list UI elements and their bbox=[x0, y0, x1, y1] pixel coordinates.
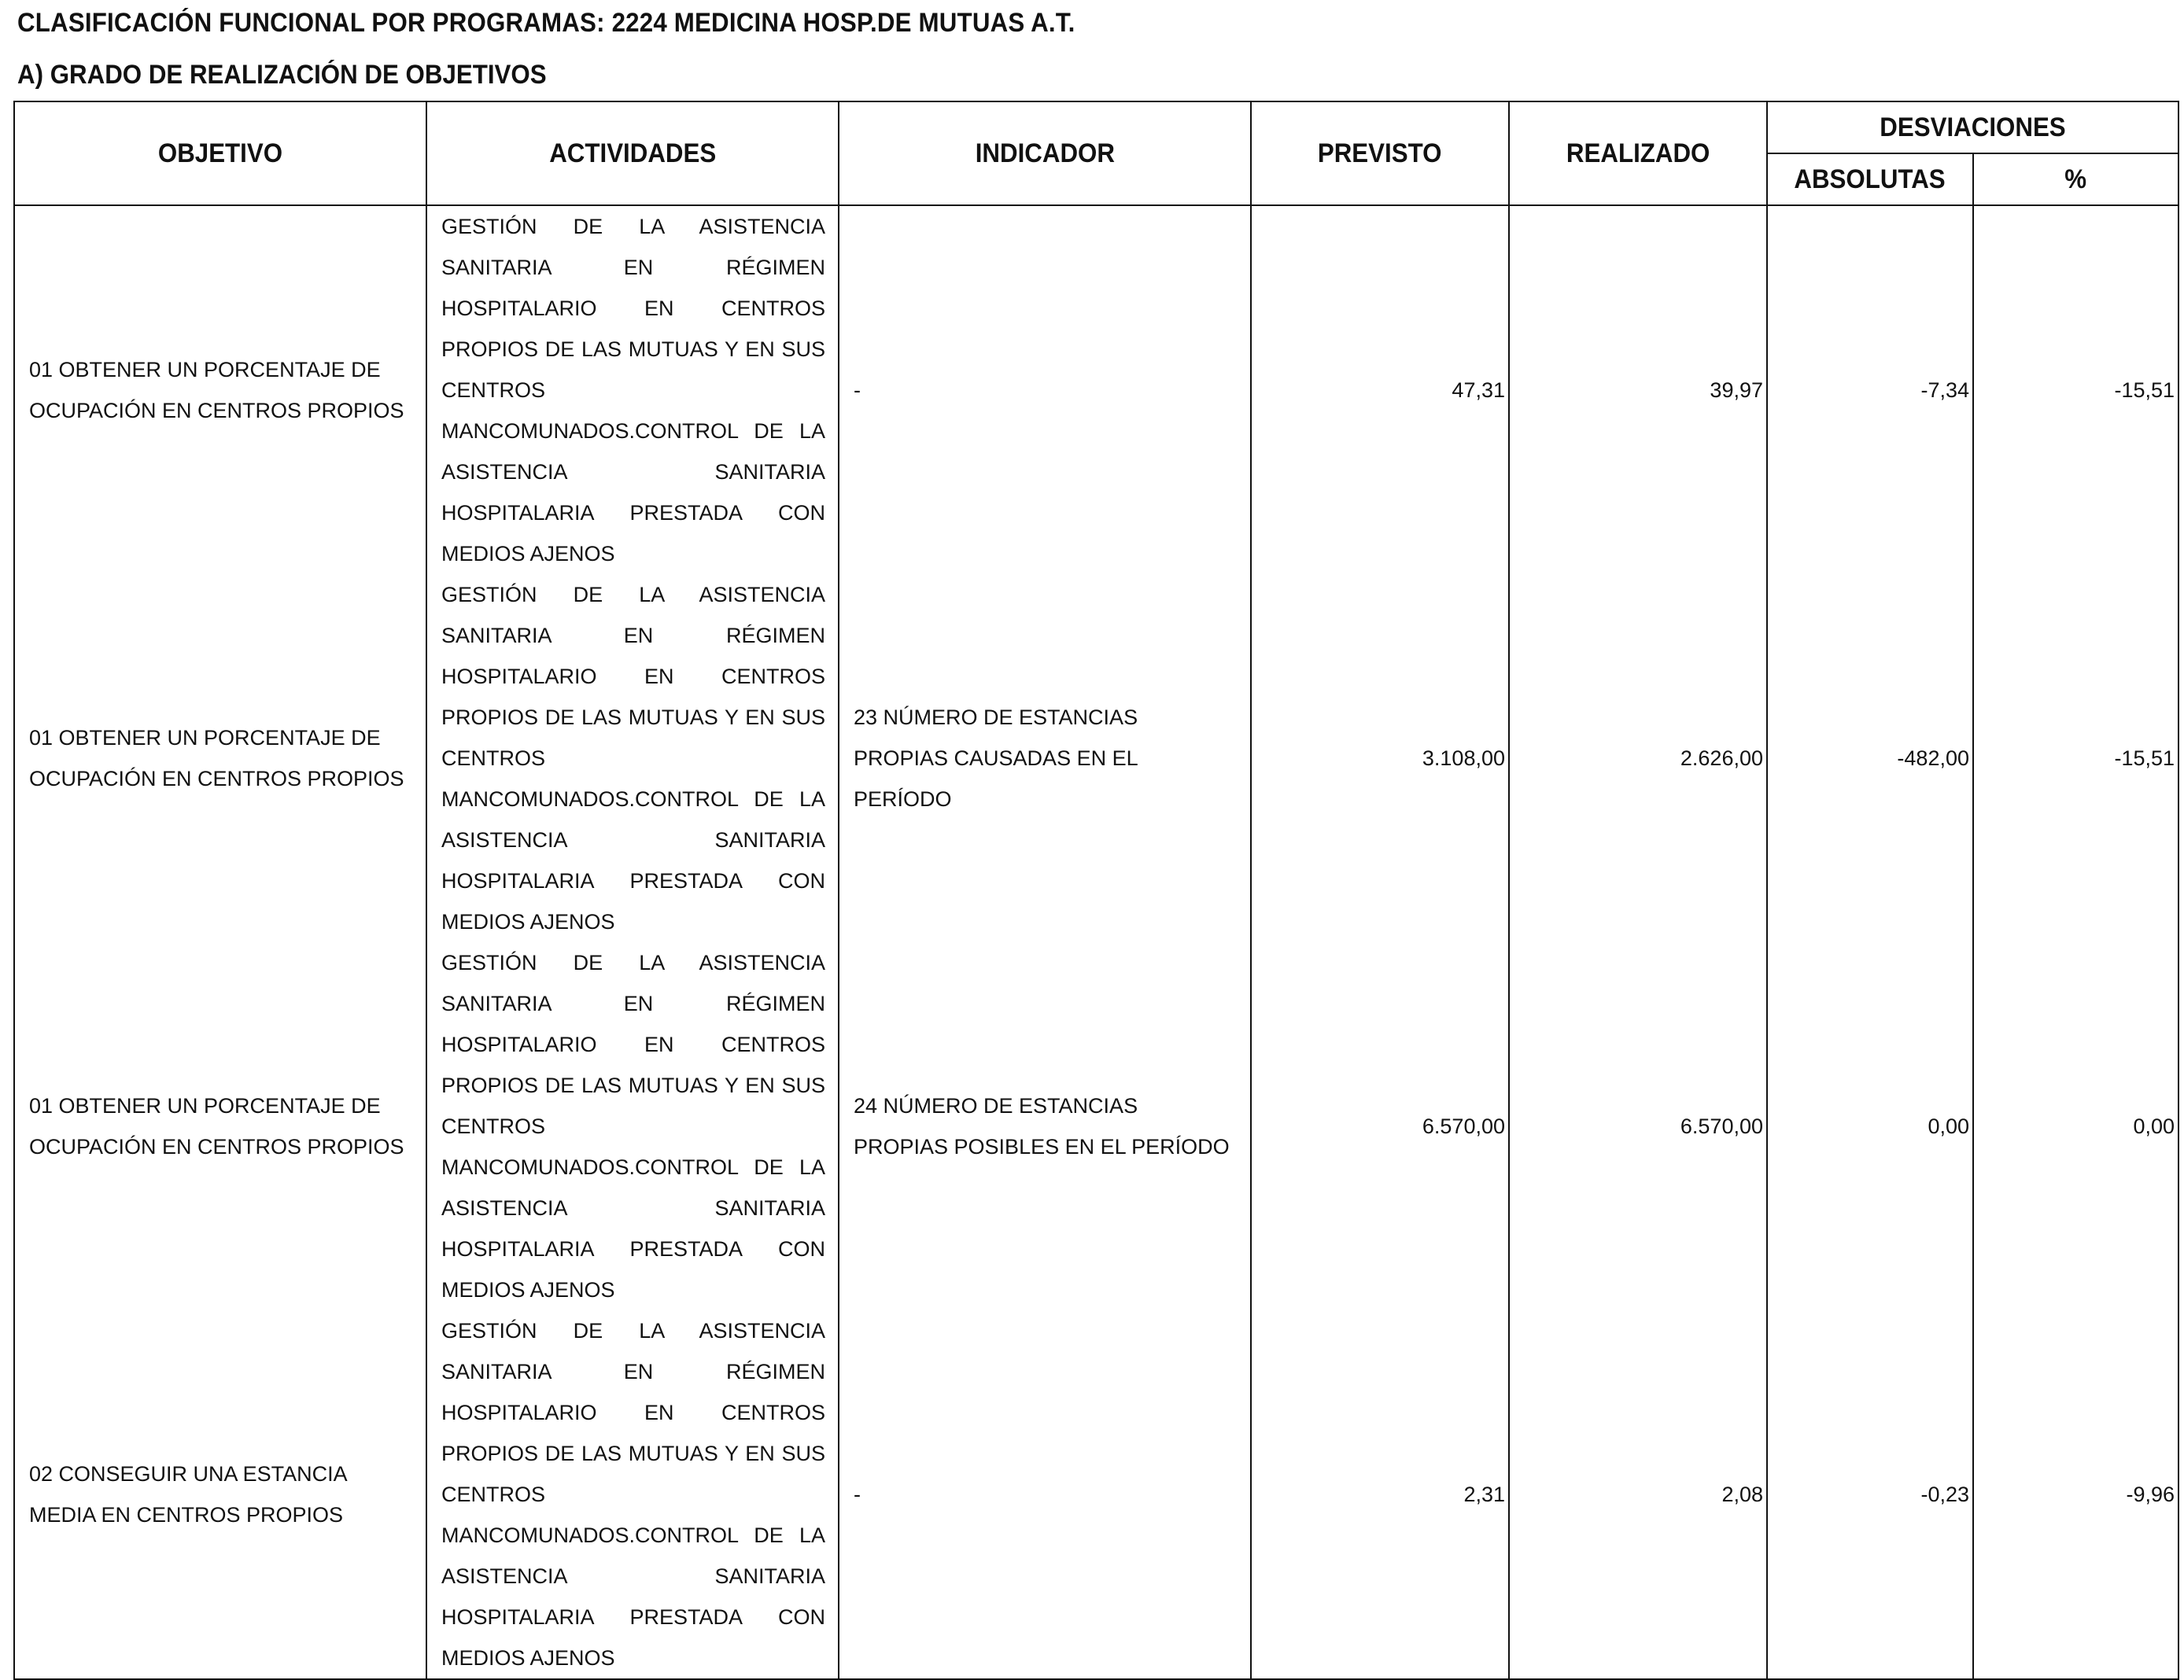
cell-realizado: 6.570,00 bbox=[1509, 942, 1767, 1310]
table-row bbox=[14, 942, 2178, 1310]
table-row bbox=[14, 205, 2178, 574]
cell-objetivo: 01 OBTENER UN PORCENTAJE DE OCUPACIÓN EN CENTROS PROPIOS bbox=[14, 574, 426, 942]
cell-absolutas: -0,23 bbox=[1767, 1310, 1973, 1679]
header-actividades: ACTIVIDADES bbox=[426, 101, 839, 205]
cell-previsto: 47,31 bbox=[1251, 205, 1509, 574]
cell-objetivo: 01 OBTENER UN PORCENTAJE DE OCUPACIÓN EN CENTROS PROPIOS bbox=[14, 942, 426, 1310]
cell-objetivo: 01 OBTENER UN PORCENTAJE DE OCUPACIÓN EN CENTROS PROPIOS bbox=[14, 205, 426, 574]
cell-actividades: GESTIÓN DE LA ASISTENCIA SANITARIA EN RÉGIMEN HOSPITALARIO EN CENTROS PROPIOS DE LAS MUTUAS Y EN SUS CENTROS MANCOMUNADOS.CONTROL DE LA ASISTENCIA SANITARIA HOSPITALARIA PRESTADA CON MEDIOS AJENOS bbox=[426, 205, 839, 574]
table-header bbox=[14, 101, 2178, 205]
objectives-table bbox=[13, 101, 2179, 1680]
cell-indicador: 24 NÚMERO DE ESTANCIAS PROPIAS POSIBLES EN EL PERÍODO bbox=[839, 942, 1251, 1310]
header-previsto: PREVISTO bbox=[1251, 101, 1509, 205]
cell-indicador: - bbox=[839, 1310, 1251, 1679]
section-title: A) GRADO DE REALIZACIÓN DE OBJETIVOS bbox=[17, 60, 547, 90]
table-row bbox=[14, 574, 2178, 942]
header-desviaciones: DESVIACIONES bbox=[1767, 101, 2178, 153]
cell-actividades: GESTIÓN DE LA ASISTENCIA SANITARIA EN RÉGIMEN HOSPITALARIO EN CENTROS PROPIOS DE LAS MUTUAS Y EN SUS CENTROS MANCOMUNADOS.CONTROL DE LA ASISTENCIA SANITARIA HOSPITALARIA PRESTADA CON MEDIOS AJENOS bbox=[426, 942, 839, 1310]
cell-indicador: 23 NÚMERO DE ESTANCIAS PROPIAS CAUSADAS EN EL PERÍODO bbox=[839, 574, 1251, 942]
cell-previsto: 2,31 bbox=[1251, 1310, 1509, 1679]
header-porcentaje: % bbox=[1973, 153, 2178, 205]
header-realizado: REALIZADO bbox=[1509, 101, 1767, 205]
cell-actividades: GESTIÓN DE LA ASISTENCIA SANITARIA EN RÉGIMEN HOSPITALARIO EN CENTROS PROPIOS DE LAS MUTUAS Y EN SUS CENTROS MANCOMUNADOS.CONTROL DE LA ASISTENCIA SANITARIA HOSPITALARIA PRESTADA CON MEDIOS AJENOS bbox=[426, 574, 839, 942]
cell-realizado: 39,97 bbox=[1509, 205, 1767, 574]
cell-porcentaje: -9,96 bbox=[1973, 1310, 2178, 1679]
cell-porcentaje: 0,00 bbox=[1973, 942, 2178, 1310]
cell-absolutas: 0,00 bbox=[1767, 942, 1973, 1310]
cell-objetivo: 02 CONSEGUIR UNA ESTANCIA MEDIA EN CENTROS PROPIOS bbox=[14, 1310, 426, 1679]
header-absolutas: ABSOLUTAS bbox=[1767, 153, 1973, 205]
cell-actividades: GESTIÓN DE LA ASISTENCIA SANITARIA EN RÉGIMEN HOSPITALARIO EN CENTROS PROPIOS DE LAS MUTUAS Y EN SUS CENTROS MANCOMUNADOS.CONTROL DE LA ASISTENCIA SANITARIA HOSPITALARIA PRESTADA CON MEDIOS AJENOS bbox=[426, 1310, 839, 1679]
cell-realizado: 2.626,00 bbox=[1509, 574, 1767, 942]
cell-porcentaje: -15,51 bbox=[1973, 205, 2178, 574]
cell-realizado: 2,08 bbox=[1509, 1310, 1767, 1679]
header-objetivo: OBJETIVO bbox=[14, 101, 426, 205]
header-indicador: INDICADOR bbox=[839, 101, 1251, 205]
table-body bbox=[14, 205, 2178, 1679]
table-row bbox=[14, 1310, 2178, 1679]
cell-indicador: - bbox=[839, 205, 1251, 574]
cell-previsto: 3.108,00 bbox=[1251, 574, 1509, 942]
cell-absolutas: -482,00 bbox=[1767, 574, 1973, 942]
cell-porcentaje: -15,51 bbox=[1973, 574, 2178, 942]
cell-previsto: 6.570,00 bbox=[1251, 942, 1509, 1310]
document-title: CLASIFICACIÓN FUNCIONAL POR PROGRAMAS: 2224 MEDICINA HOSP.DE MUTUAS A.T. bbox=[17, 8, 1075, 38]
cell-absolutas: -7,34 bbox=[1767, 205, 1973, 574]
